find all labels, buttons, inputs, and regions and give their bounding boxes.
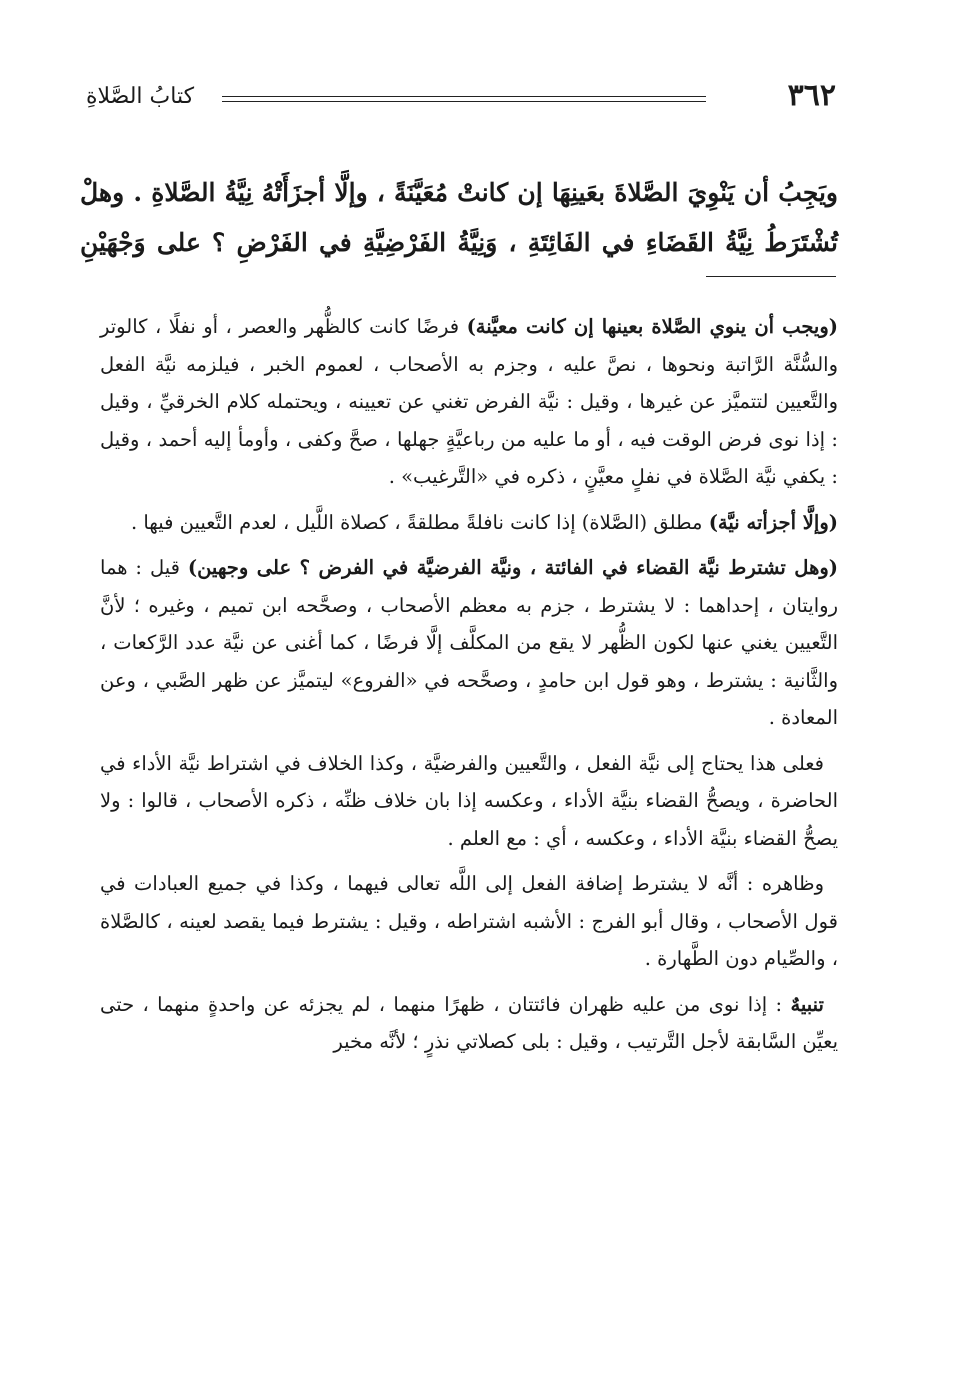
paragraph-text: وظاهره : أنَّه لا يشترط إضافة الفعل إلى اللَّه تعالى فيهما ، وكذا في جميع العبادات في قول الأصحاب ، وقال أبو الفرج : الأشبه اشتراطه ، وقيل : يشترط فيما يقصد لعينه ، كالصَّلاة ، والصِّيام دون الطَّهارة . [100,872,838,970]
commentary [100,308,838,1069]
header-rule [222,101,706,102]
page-number: ٣٦٢ [787,78,836,113]
running-header-title: كتابُ الصَّلاةِ [86,84,195,109]
commentary-paragraph [100,865,838,978]
main-text: ويَجِبُ أن يَنْوِيَ الصَّلاةَ بعَينِهَا إن كانتْ مُعَيَّنَةً ، وإلَّا أجزَأَتْهُ نِيَّةُ الصَّلاةِ . وهلْ تُشْتَرَطُ نِيَّةُ القَضَاءِ في الفَائِتَةِ ، وَنِيَّةُ الفَرْضِيَّةِ في الفَرْضِ ؟ على وَجْهَيْنِ [80,178,838,257]
commentary-paragraph [100,308,838,496]
paragraph-text: مطلق (الصَّلاة) إذا كانت نافلةً مطلقةً ، كصلاة اللَّيل ، لعدم التَّعيين فيها . [130,510,709,534]
commentary-paragraph [100,986,838,1061]
paragraph-text: فرضًا كانت كالظُّهر والعصر ، أو نفلًا ، كالوتر والسُّنَّة الرَّاتبة ونحوها ، نصَّ عليه ، وجزم به الأصحاب ، لعموم الخبر ، فيلزمه نيَّة الفعل والتَّعيين لتتميَّز عن غيرها ، وقيل : نيَّة الفرض تغني عن تعيينه ، ويحتمله كلام الخرقيِّ ، وقيل : إذا نوى فرض الوقت فيه ، أو ما عليه من رباعيَّةٍ جهلها ، صحَّ وكفى ، وأومأ إليه أحمد ، وقيل : يكفي نيَّة الصَّلاة في نفلٍ معيَّنٍ ، ذكره في «التَّرغيب» . [100,315,838,488]
header-rule [222,96,706,97]
commentary-paragraph [100,549,838,737]
commentary-paragraph [100,504,838,542]
note-label: تنبيهٌ [790,992,824,1016]
paragraph-text: قيل : هما روايتان ، إحداهما : لا يشترط ، جزم به معظم الأصحاب ، وصحَّحه ابن تميم ، وغيره ؛ لأنَّ التَّعيين يغني عنها لكون الظُّهر لا يقع من المكلَّف إلَّا فرضًا ، كما أغنى عن نيَّة عدد الرَّكعات ، والثَّانية : يشترط ، وهو قول ابن حامدٍ ، وصحَّحه في «الفروع» ليتميَّز عن ظهر الصَّبي ، وعن المعادة . [100,556,838,729]
quoted-matn: (ويجب أن ينوي الصَّلاة بعينها إن كانت معيَّنة) [466,315,838,338]
paragraph-text: فعلى هذا يحتاج إلى نيَّة الفعل ، والتَّعيين والفرضيَّة ، وكذا الخلاف في اشتراط نيَّة الأداء في الحاضرة ، ويصحُّ القضاء بنيَّة الأداء ، وعكسه إذا بان خلاف ظنِّه ، ذكره الأصحاب ، قالوا : ولا يصحُّ القضاء بنيَّة الأداء ، وعكسه ، أي : مع العلم . [100,751,838,850]
commentary-paragraph [100,745,838,858]
paragraph-text: : إذا نوى من عليه ظهران فائتتان ، ظهرًا منهما ، لم يجزئه عن واحدةٍ منهما ، حتى يعيِّن السَّابقة لأجل التَّرتيب ، وقيل : بلى كصلاتي نذرٍ ؛ لأنَّه مخير [100,992,838,1053]
quoted-matn: (وإلَّا أجزأته نيَّة) [708,510,838,534]
separator-rule [706,276,836,277]
quoted-matn: (وهل تشترط نيَّة القضاء في الفائتة ، ونيَّة الفرضيَّة في الفرض ؟ على وجهين) [187,556,839,579]
